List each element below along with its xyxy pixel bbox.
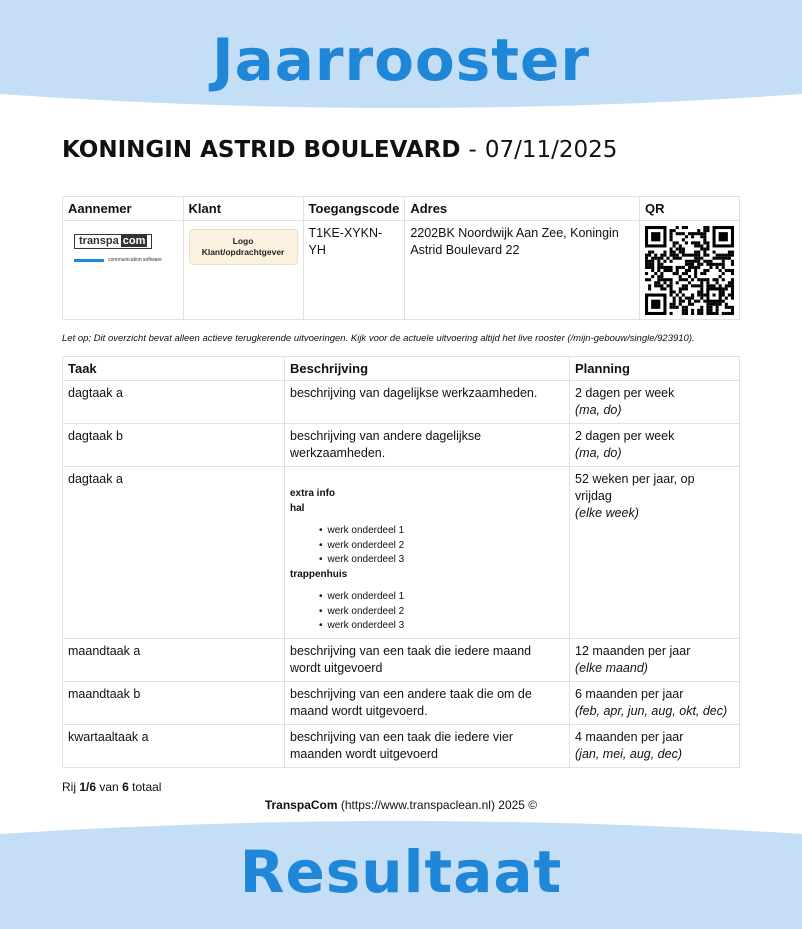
- client-logo: Logo Klant/opdrachtgever: [189, 229, 298, 265]
- address: 2202BK Noordwijk Aan Zee, Koningin Astrid Boulevard 22: [405, 221, 640, 320]
- planning-detail: (jan, mei, aug, dec): [575, 746, 682, 761]
- contractor-logo-mark: transpa com: [74, 234, 152, 249]
- section-title: trappenhuis: [290, 568, 348, 580]
- task-header-row: [63, 357, 740, 381]
- access-code: T1KE-XYKN-YH: [303, 221, 405, 320]
- header-client: Klant: [183, 197, 303, 221]
- location-name: KONINGIN ASTRID BOULEVARD: [62, 137, 461, 163]
- list-item: • werk onderdeel 3: [319, 553, 564, 568]
- task-name: dagtaak a: [63, 467, 285, 639]
- planning-detail: (ma, do): [575, 446, 622, 460]
- info-table: [62, 196, 740, 320]
- logo-subtext: communication software: [108, 257, 162, 263]
- list-item: • werk onderdeel 2: [319, 605, 564, 620]
- extra-info-title: extra info: [290, 488, 336, 499]
- header-description: Beschrijving: [285, 357, 570, 381]
- contractor-cell: [63, 221, 184, 320]
- header-access-code: Toegangscode: [303, 197, 405, 221]
- task-planning: 2 dagen per week (ma, do): [570, 381, 740, 424]
- list-item: • werk onderdeel 1: [319, 524, 564, 539]
- task-description: beschrijving van andere dagelijkse werkzaamheden.: [285, 424, 570, 467]
- table-row: [63, 424, 740, 467]
- schedule-document: [62, 134, 740, 812]
- footer-company: TranspaCom: [264, 797, 338, 812]
- task-description: beschrijving van een taak die iedere vier maanden wordt uitgevoerd: [285, 724, 570, 767]
- table-row: [63, 638, 740, 681]
- task-planning: 12 maanden per jaar (elke maand): [570, 638, 740, 681]
- table-row: [63, 467, 740, 639]
- task-description: beschrijving van dagelijkse werkzaamheden.: [285, 381, 570, 424]
- list-item: • werk onderdeel 3: [319, 619, 564, 634]
- header-qr: QR: [639, 197, 739, 221]
- task-name: maandtaak a: [63, 638, 285, 681]
- task-name: maandtaak b: [63, 681, 285, 724]
- header-contractor: Aannemer: [63, 197, 184, 221]
- task-planning: 4 maanden per jaar (jan, mei, aug, dec): [570, 724, 740, 767]
- banner-wave: [0, 812, 802, 838]
- notice-text: Let op; Dit overzicht bevat alleen actieve terugkerende uitvoeringen. Kijk voor de actuele uitvoering altijd het live rooster (/mijn-gebouw/single/923910).: [62, 333, 695, 344]
- list-item: • werk onderdeel 1: [319, 590, 564, 605]
- document-title: [62, 134, 740, 166]
- task-name: dagtaak a: [63, 381, 285, 424]
- table-row: [63, 381, 740, 424]
- header-task: Taak: [63, 357, 285, 381]
- footer: [62, 798, 740, 812]
- document-date: 07/11/2025: [484, 137, 618, 163]
- footer-text: (https://www.transpaclean.nl) 2025 ©: [340, 797, 538, 812]
- planning-detail: (ma, do): [575, 403, 622, 417]
- banner-wave: [0, 92, 802, 118]
- task-planning: 6 maanden per jaar (feb, apr, jun, aug, okt, dec): [570, 681, 740, 724]
- task-description: beschrijving van een andere taak die om de maand wordt uitgevoerd.: [285, 681, 570, 724]
- info-row: [63, 221, 740, 320]
- client-cell: [183, 221, 303, 320]
- extra-info: [290, 471, 564, 634]
- table-row: [63, 724, 740, 767]
- planning-detail: (elke week): [575, 506, 639, 520]
- planning-detail: (feb, apr, jun, aug, okt, dec): [575, 703, 728, 718]
- task-planning: 2 dagen per week (ma, do): [570, 424, 740, 467]
- section-title: hal: [290, 502, 305, 514]
- qr-code-icon: [645, 226, 734, 315]
- table-row: [63, 681, 740, 724]
- logo-bar: [74, 259, 104, 262]
- task-planning: 52 weken per jaar, op vrijdag (elke week): [570, 467, 740, 639]
- list-item: • werk onderdeel 2: [319, 539, 564, 554]
- section-list: [290, 590, 564, 634]
- header-address: Adres: [405, 197, 640, 221]
- section-list: [290, 524, 564, 568]
- info-header-row: [63, 197, 740, 221]
- row-count: Rij 1/6 van 6 totaal: [62, 779, 162, 794]
- banner-title: Resultaat: [239, 838, 563, 906]
- task-name: kwartaaltaak a: [63, 724, 285, 767]
- contractor-logo: [74, 232, 170, 266]
- qr-cell: [639, 221, 739, 320]
- task-description: beschrijving van een taak die iedere maand wordt uitgevoerd: [285, 638, 570, 681]
- task-table: [62, 356, 740, 768]
- title-separator: -: [468, 137, 477, 163]
- header-planning: Planning: [570, 357, 740, 381]
- task-name: dagtaak b: [63, 424, 285, 467]
- task-description: [285, 467, 570, 639]
- planning-detail: (elke maand): [575, 660, 648, 675]
- banner-title: Jaarrooster: [212, 26, 590, 94]
